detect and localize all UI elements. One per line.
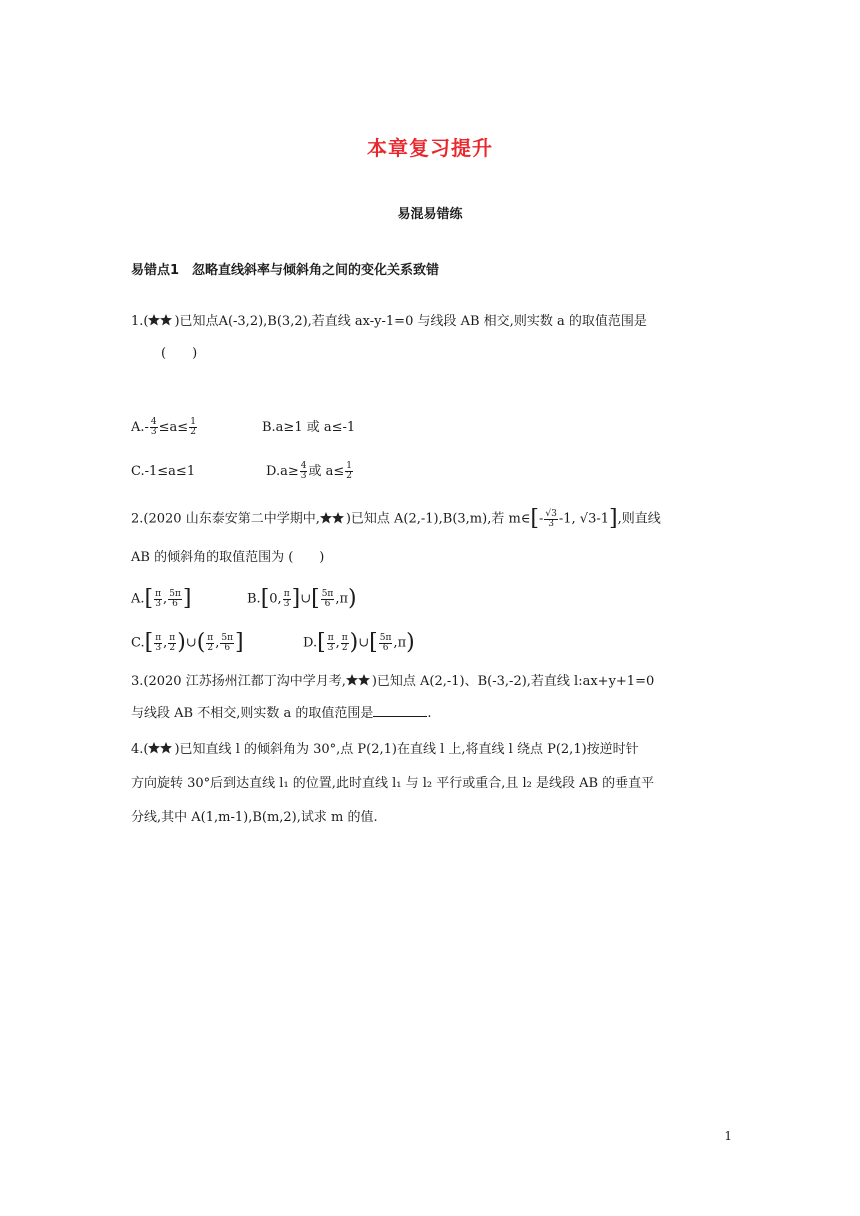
- option-1d: D.a≥ $\frac{4}{3}$ 或 a≤ $\frac{1}{2}$: [266, 461, 352, 481]
- page-title: 本章复习提升: [367, 136, 493, 160]
- two-star-icon: [148, 741, 174, 755]
- option-2d: D.[ $\frac{\pi}{3}$ , $\frac{\pi}{2}$ )∪[ $\frac{5\pi}{6}$ ,π): [303, 630, 415, 655]
- two-star-icon: [346, 673, 372, 687]
- fraction: $\frac{\pi}{3}$: [327, 632, 334, 653]
- fraction: $\frac{\pi}{2}$: [169, 632, 176, 653]
- two-star-icon: [320, 511, 346, 525]
- fraction: $\frac{\pi}{3}$: [155, 632, 162, 653]
- fraction: $\frac{√3}{3}$: [545, 508, 557, 529]
- fraction: $\frac{1}{2}$: [346, 461, 352, 481]
- fraction: $\frac{\pi}{2}$: [207, 632, 214, 653]
- question-3-line-1: 3.(2020 江苏扬州江都丁沟中学月考, )已知点 A(2,-1)、B(-3,-2),若直线 l:ax+y+1=0: [131, 674, 655, 689]
- option-1c: C.-1≤a≤1: [131, 464, 196, 479]
- option-2c: C.[ $\frac{\pi}{3}$ , $\frac{\pi}{2}$ )∪( $\frac{\pi}{2}$ , $\frac{5\pi}{6}$ ]: [131, 630, 244, 655]
- section-subtitle: 易混易错练: [397, 207, 463, 222]
- page-number: 1: [724, 1129, 732, 1143]
- question-3-line-2: 与线段 AB 不相交,则实数 a 的取值范围是 .: [131, 706, 432, 721]
- fraction: $\frac{5\pi}{6}$: [321, 588, 334, 609]
- question-1-line-1: 1.( )已知点A(-3,2),B(3,2),若直线 ax-y-1=0 与线段 AB 相交,则实数 a 的取值范围是: [131, 314, 647, 329]
- fraction: $\frac{5\pi}{6}$: [221, 632, 234, 653]
- fraction: $\frac{5\pi}{6}$: [169, 588, 181, 609]
- option-1a: A.- $\frac{4}{3}$ ≤a≤ $\frac{1}{2}$: [131, 417, 196, 437]
- two-star-icon: [148, 313, 174, 327]
- question-4-line-2: 方向旋转 30°后到达直线 l₁ 的位置,此时直线 l₁ 与 l₂ 平行或重合,且 l₂ 是线段 AB 的垂直平: [131, 776, 655, 791]
- option-2b: B.[0, $\frac{\pi}{3}$ ]∪[ $\frac{5\pi}{6}$ ,π): [247, 586, 357, 611]
- fraction: $\frac{\pi}{2}$: [341, 632, 348, 653]
- answer-blank[interactable]: [373, 704, 427, 717]
- question-2-line-1: 2.(2020 山东泰安第二中学期中, )已知点 A(2,-1),B(3,m),若 m∈[- $\frac{√3}{3}$ -1, √3-1],则直线: [131, 506, 661, 531]
- question-4-line-1: 4.( )已知直线 l 的倾斜角为 30°,点 P(2,1)在直线 l 上,将直线 l 绕点 P(2,1)按逆时针: [131, 742, 639, 757]
- question-2-line-2: AB 的倾斜角的取值范围为 ( ): [131, 550, 325, 565]
- fraction: $\frac{1}{2}$: [190, 417, 196, 437]
- error-point-heading: 易错点1 忽略直线斜率与倾斜角之间的变化关系致错: [131, 263, 440, 278]
- fraction: $\frac{\pi}{3}$: [155, 588, 162, 609]
- question-4-line-3: 分线,其中 A(1,m-1),B(m,2),试求 m 的值.: [131, 810, 378, 825]
- option-2a: A.[ $\frac{\pi}{3}$ , $\frac{5\pi}{6}$ ]: [131, 586, 192, 611]
- fraction: $\frac{\pi}{3}$: [283, 588, 290, 609]
- question-1-paren: ( ): [161, 346, 198, 361]
- fraction: $\frac{5\pi}{6}$: [379, 632, 392, 653]
- fraction: $\frac{4}{3}$: [150, 417, 157, 437]
- fraction: $\frac{4}{3}$: [300, 461, 307, 481]
- option-1b: B.a≥1 或 a≤-1: [262, 420, 356, 435]
